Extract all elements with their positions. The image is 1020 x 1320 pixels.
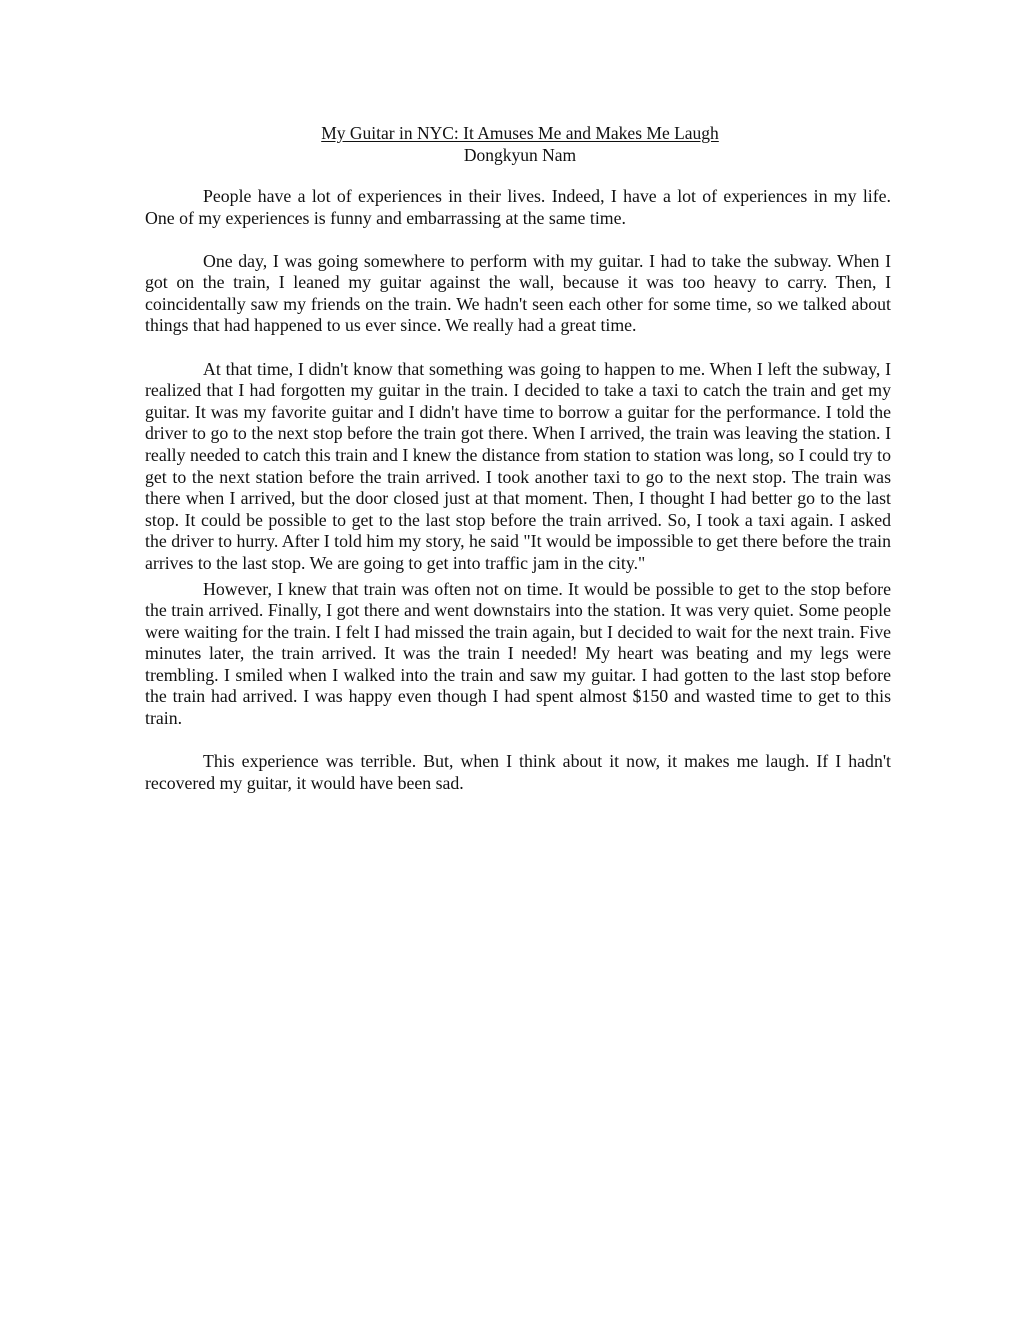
essay-body — [145, 186, 891, 794]
paragraph-2: One day, I was going somewhere to perform with my guitar. I had to take the subway. When I got on the train, I leaned my guitar against the wall, because it was too heavy to carry. Then, I coincidentally saw my friends on the train. We hadn't seen each other for some time, so we talked about things that had happened to us ever since. We really had a great time. — [145, 250, 891, 336]
paragraph-4: However, I knew that train was often not on time. It would be possible to get to the stop before the train arrived. Finally, I got there and went downstairs into the station. It was very quiet. Some people were waiting for the train. I felt I had missed the train again, but I decided to wait for the next train. Five minutes later, the train arrived. It was the train I needed! My heart was beating and my legs were trembling. I smiled when I walked into the train and saw my guitar. I had gotten to the last stop before the train had arrived. I was happy even though I had spent almost $150 and wasted time to get to this train. — [145, 578, 891, 729]
paragraph-5: This experience was terrible. But, when I think about it now, it makes me laugh. If I hadn't recovered my guitar, it would have been sad. — [145, 751, 891, 793]
paragraph-3: At that time, I didn't know that something was going to happen to me. When I left the subway, I realized that I had forgotten my guitar in the train. I decided to take a taxi to catch the train and get my guitar. It was my favorite guitar and I didn't have time to borrow a guitar for the performance. I told the driver to go to the next stop before the train got there. When I arrived, the train was leaving the station. I really needed to catch this train and I knew the distance from station to station was long, so I could try to get to the next station before the train arrived. I took another taxi to go to the next stop. The train was there when I arrived, but the door closed just at that moment. Then, I thought I had better go to the last stop. It could be possible to get to the last stop before the train arrived. So, I took a taxi again. I asked the driver to hurry. After I told him my story, he said "It would be impossible to get there before the train arrives to the last stop. We are going to get into traffic jam in the city." — [145, 358, 891, 573]
paragraph-gap — [145, 229, 891, 251]
document-header — [0, 122, 1020, 166]
author-name: Dongkyun Nam — [463, 145, 577, 165]
paragraph-1: People have a lot of experiences in their lives. Indeed, I have a lot of experiences in my life. One of my experiences is funny and embarrassing at the same time. — [145, 186, 891, 228]
paragraph-gap — [145, 730, 891, 752]
document-title: My Guitar in NYC: It Amuses Me and Makes Me Laugh — [321, 123, 719, 143]
paragraph-gap — [145, 337, 891, 359]
